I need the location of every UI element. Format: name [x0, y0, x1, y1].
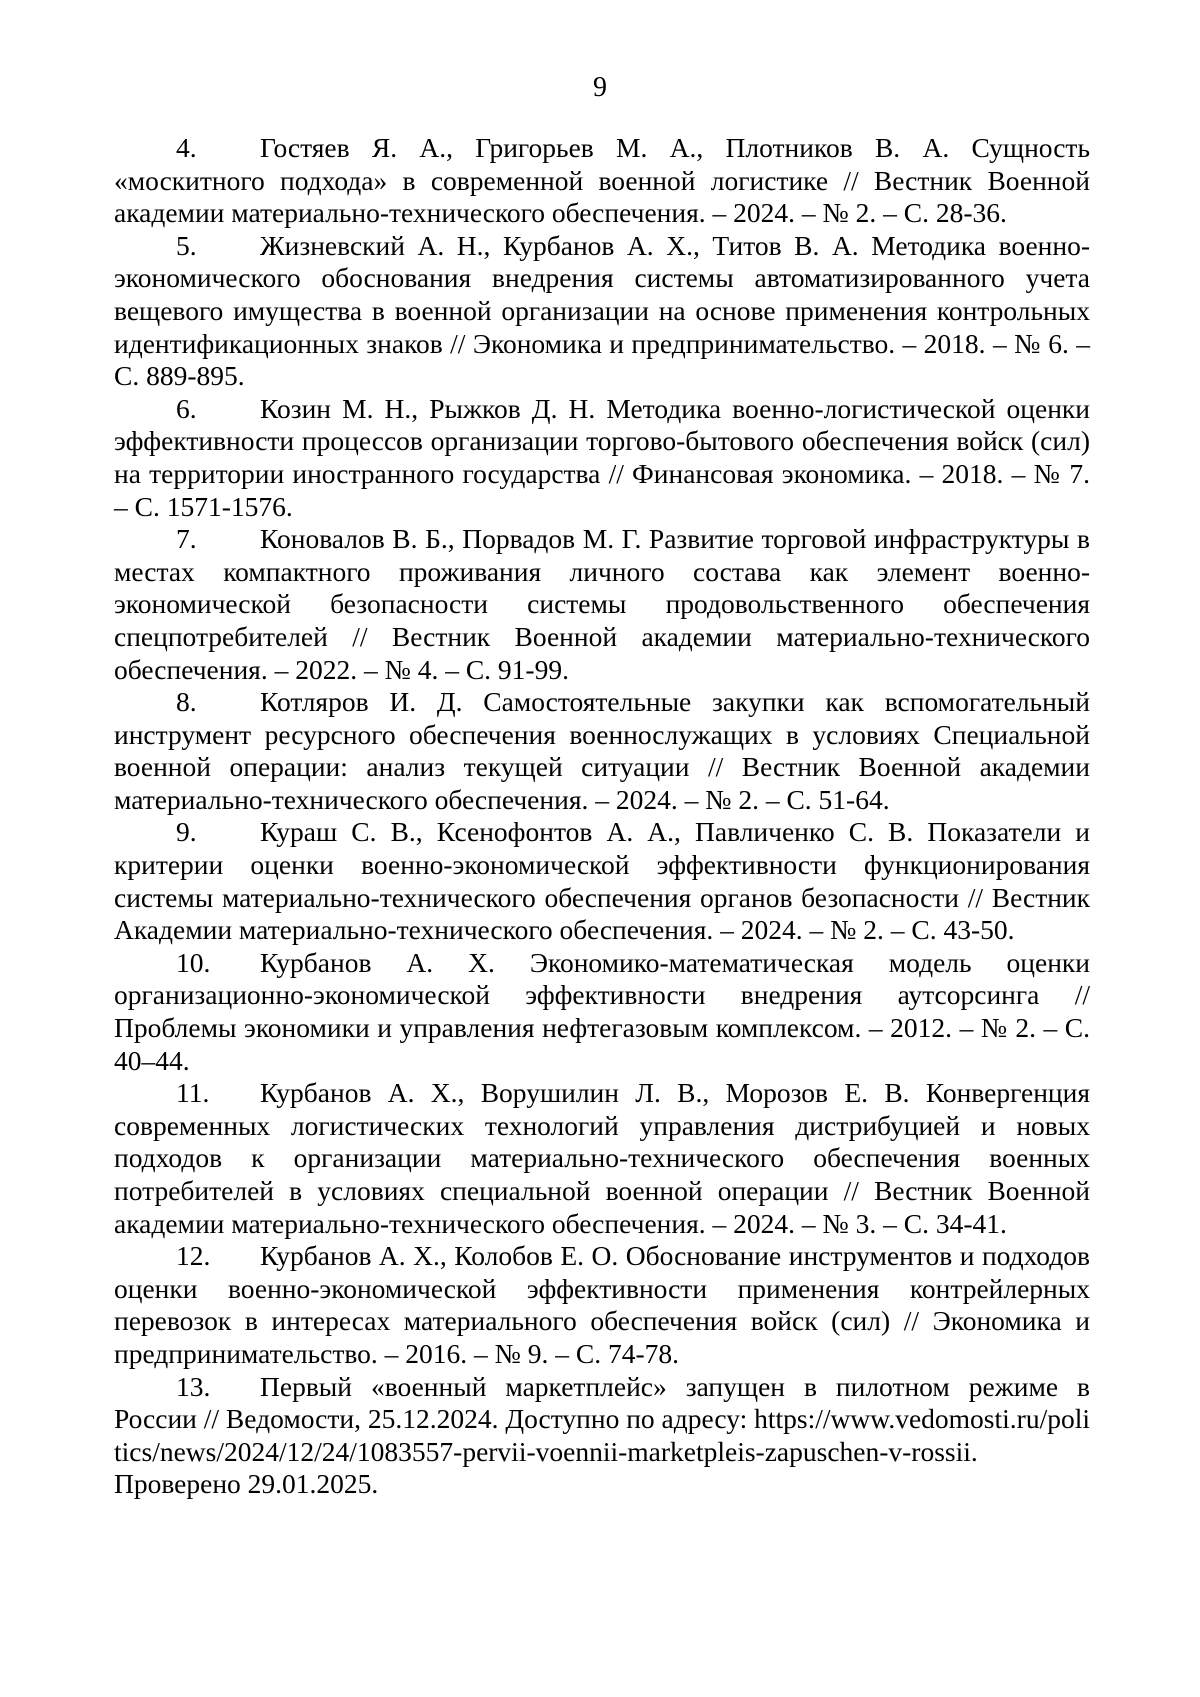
- reference-checked-date: Проверено 29.01.2025.: [114, 1468, 379, 1500]
- reference-item: [114, 230, 1090, 393]
- reference-item: [114, 686, 1090, 816]
- reference-url-link[interactable]: https://www.vedomosti.ru/politics/news/2024/12/24/1083557-pervii-voennii-marketpleis-zapuschen-v-rossii.: [114, 1403, 1090, 1467]
- reference-item: [114, 393, 1090, 523]
- reference-item: [114, 1371, 1090, 1501]
- page-number: 9: [593, 72, 607, 103]
- reference-number: 8.: [176, 686, 197, 718]
- reference-text: Гостяев Я. А., Григорьев М. А., Плотников В. А. Сущность «москитного подхода» в современной военной логистике // Вестник Военной академии материально-технического обеспечения. – 2024. – № 2. – С. 28-36.: [114, 132, 1090, 229]
- reference-text: Козин М. Н., Рыжков Д. Н. Методика военно-логистической оценки эффективности процессов организации торгово-бытового обеспечения войск (сил) на территории иностранного государства // Финансовая экономика. – 2018. – № 7. – С. 1571-1576.: [114, 392, 1090, 522]
- reference-text: Курбанов А. Х. Экономико-математическая модель оценки организационно-экономической эффективности внедрения аутсорсинга // Проблемы экономики и управления нефтегазовым комплексом. – 2012. – № 2. – С. 40–44.: [114, 946, 1090, 1076]
- reference-number: 9.: [176, 816, 197, 848]
- reference-text: Первый «военный маркетплейс» запущен в пилотном режиме в России // Ведомости, 25.12.2024. Доступно по адресу:: [114, 1370, 1090, 1435]
- reference-text: Курбанов А. Х., Колобов Е. О. Обоснование инструментов и подходов оценки военно-экономической эффективности применения контрейлерных перевозок в интересах материального обеспечения войск (сил) // Экономика и предпринимательство. – 2016. – № 9. – С. 74-78.: [114, 1240, 1090, 1369]
- reference-text: Котляров И. Д. Самостоятельные закупки как вспомогательный инструмент ресурсного обеспечения военнослужащих в условиях Специальной военной операции: анализ текущей ситуации // Вестник Военной академии материально-технического обеспечения. – 2024. – № 2. – С. 51-64.: [114, 686, 1090, 815]
- reference-item: [114, 816, 1090, 946]
- reference-text: Коновалов В. Б., Порвадов М. Г. Развитие торговой инфраструктуры в местах компактного проживания личного состава как элемент военно-экономической безопасности системы продовольственного обеспечения спецпотребителей // Вестник Военной академии материально-технического обеспечения. – 2022. – № 4. – С. 91-99.: [114, 523, 1090, 685]
- reference-number: 4.: [176, 132, 197, 163]
- reference-number: 5.: [176, 229, 197, 261]
- reference-number: 7.: [176, 523, 197, 555]
- reference-text: Жизневский А. Н., Курбанов А. Х., Титов В. А. Методика военно-экономического обоснования внедрения системы автоматизированного учета вещевого имущества в военной организации на основе применения контрольных идентификационных знаков // Экономика и предпринимательство. – 2018. – № 6. – С. 889-895.: [114, 229, 1090, 392]
- reference-number: 6.: [176, 392, 197, 424]
- reference-text: Курбанов А. Х., Ворушилин Л. В., Морозов Е. В. Конвергенция современных логистических технологий управления дистрибуцией и новых подходов к организации материально-технического обеспечения военных потребителей в условиях специальной военной операции // Вестник Военной академии материально-технического обеспечения. – 2024. – № 3. – С. 34-41.: [114, 1077, 1090, 1239]
- reference-number: 10.: [176, 946, 211, 978]
- reference-text: Кураш С. В., Ксенофонтов А. А., Павличенко С. В. Показатели и критерии оценки военно-экономической эффективности функционирования системы материально-технического обеспечения органов безопасности // Вестник Академии материально-технического обеспечения. – 2024. – № 2. – С. 43-50.: [114, 816, 1090, 946]
- reference-item: [114, 947, 1090, 1077]
- reference-number: 11.: [176, 1077, 210, 1109]
- reference-item: [114, 1077, 1090, 1240]
- reference-list: [114, 132, 1090, 1501]
- reference-item: [114, 1240, 1090, 1370]
- reference-number: 13.: [176, 1370, 211, 1402]
- reference-item: [114, 523, 1090, 686]
- reference-item: [114, 132, 1090, 230]
- reference-number: 12.: [176, 1240, 211, 1272]
